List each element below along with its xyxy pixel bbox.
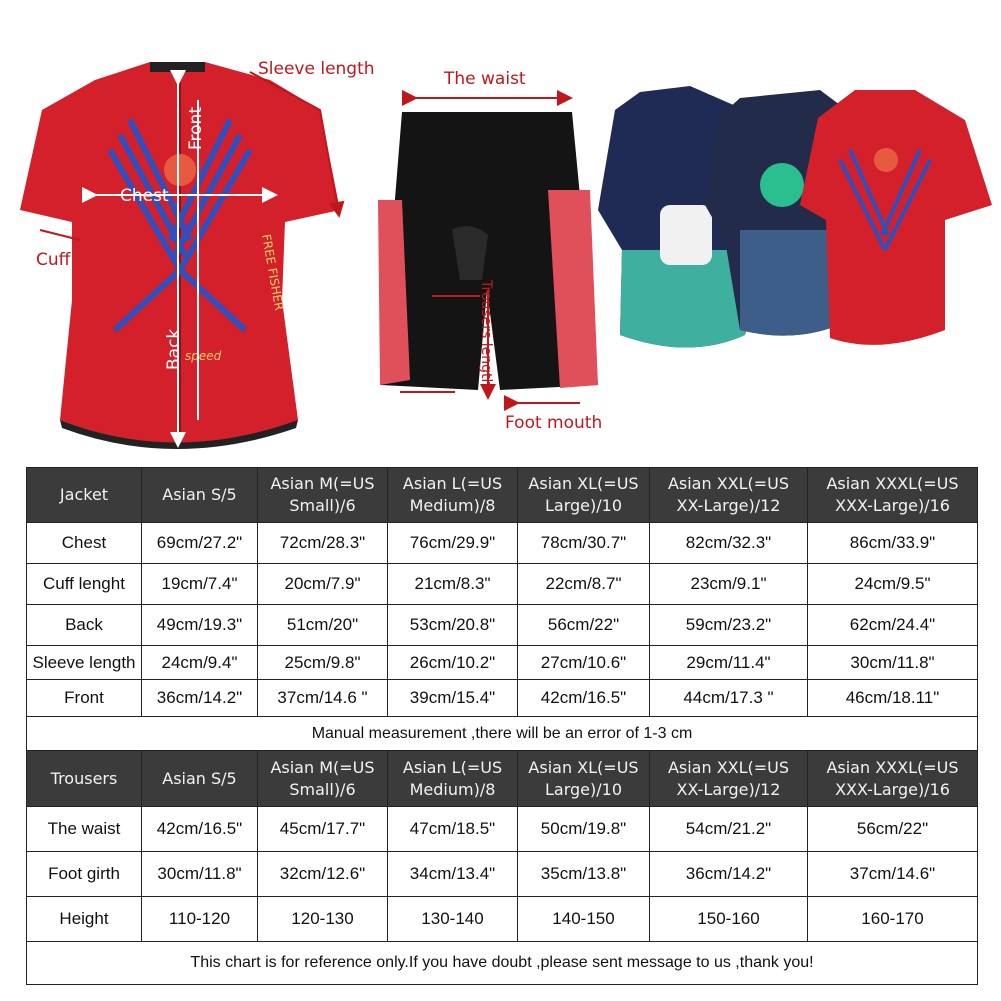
header-cell: Trousers (27, 751, 142, 807)
row-label: Back (27, 605, 142, 646)
size-chart-table (26, 467, 978, 985)
table-cell: 25cm/9.8" (258, 646, 388, 680)
table-cell: 24cm/9.4" (142, 646, 258, 680)
table-cell: 130-140 (388, 897, 518, 942)
header-cell: Asian M(=US Small)/6 (258, 468, 388, 523)
table-cell: 30cm/11.8" (808, 646, 978, 680)
front-label: Front (186, 107, 206, 150)
table-row (27, 852, 978, 897)
header-cell: Asian XXL(=US XX-Large)/12 (650, 751, 808, 807)
trousers-length-label: Trousers length (478, 280, 494, 388)
table-cell: 21cm/8.3" (388, 564, 518, 605)
table-cell: 56cm/22" (808, 807, 978, 852)
reference-note: This chart is for reference only.If you have doubt ,please sent message to us ,thank you! (27, 942, 978, 985)
table-row (27, 605, 978, 646)
table-cell: 51cm/20" (258, 605, 388, 646)
chest-label: Chest (120, 186, 169, 206)
row-label: Foot girth (27, 852, 142, 897)
table-cell: 86cm/33.9" (808, 523, 978, 564)
table-cell: 42cm/16.5" (142, 807, 258, 852)
header-cell: Asian XL(=US Large)/10 (518, 468, 650, 523)
table-row (27, 646, 978, 680)
table-cell: 19cm/7.4" (142, 564, 258, 605)
row-label: Sleeve length (27, 646, 142, 680)
table-cell: 44cm/17.3 " (650, 680, 808, 717)
table-cell: 42cm/16.5" (518, 680, 650, 717)
table-cell: 27cm/10.6" (518, 646, 650, 680)
table-cell: 22cm/8.7" (518, 564, 650, 605)
cuff-label: Cuff (36, 250, 71, 270)
table-cell: 30cm/11.8" (142, 852, 258, 897)
row-label: Height (27, 897, 142, 942)
header-cell: Asian XXXL(=US XXX-Large)/16 (808, 468, 978, 523)
table-cell: 69cm/27.2" (142, 523, 258, 564)
trousers-header-row (27, 751, 978, 807)
header-cell: Asian XL(=US Large)/10 (518, 751, 650, 807)
speed-text: speed (185, 349, 222, 363)
table-cell: 36cm/14.2" (142, 680, 258, 717)
header-cell: Jacket (27, 468, 142, 523)
table-cell: 54cm/21.2" (650, 807, 808, 852)
row-label: Cuff lenght (27, 564, 142, 605)
table-cell: 76cm/29.9" (388, 523, 518, 564)
table-cell: 78cm/30.7" (518, 523, 650, 564)
table-cell: 82cm/32.3" (650, 523, 808, 564)
table-cell: 37cm/14.6" (808, 852, 978, 897)
header-cell: Asian M(=US Small)/6 (258, 751, 388, 807)
table-cell: 59cm/23.2" (650, 605, 808, 646)
table-row (27, 680, 978, 717)
table-cell: 20cm/7.9" (258, 564, 388, 605)
back-label: Back (164, 328, 184, 370)
header-cell: Asian XXXL(=US XXX-Large)/16 (808, 751, 978, 807)
jacket-note-row (27, 717, 978, 751)
row-label: Chest (27, 523, 142, 564)
table-row (27, 807, 978, 852)
table-cell: 56cm/22" (518, 605, 650, 646)
table-cell: 45cm/17.7" (258, 807, 388, 852)
table-row (27, 564, 978, 605)
table-cell: 47cm/18.5" (388, 807, 518, 852)
table-cell: 36cm/14.2" (650, 852, 808, 897)
table-cell: 32cm/12.6" (258, 852, 388, 897)
table-cell: 53cm/20.8" (388, 605, 518, 646)
table-cell: 24cm/9.5" (808, 564, 978, 605)
table-cell: 72cm/28.3" (258, 523, 388, 564)
table-cell: 37cm/14.6 " (258, 680, 388, 717)
table-cell: 50cm/19.8" (518, 807, 650, 852)
jacket-header-row (27, 468, 978, 523)
row-label: The waist (27, 807, 142, 852)
table-row (27, 897, 978, 942)
table-cell: 140-150 (518, 897, 650, 942)
header-cell: Asian S/5 (142, 468, 258, 523)
table-cell: 62cm/24.4" (808, 605, 978, 646)
sleeve-length-label: Sleeve length (258, 59, 375, 79)
header-cell: Asian S/5 (142, 751, 258, 807)
row-label: Front (27, 680, 142, 717)
table-cell: 26cm/10.2" (388, 646, 518, 680)
table-cell: 160-170 (808, 897, 978, 942)
table-cell: 120-130 (258, 897, 388, 942)
header-cell: Asian L(=US Medium)/8 (388, 468, 518, 523)
table-cell: 34cm/13.4" (388, 852, 518, 897)
table-cell: 29cm/11.4" (650, 646, 808, 680)
table-cell: 39cm/15.4" (388, 680, 518, 717)
reference-note-row (27, 942, 978, 985)
brand-text: FREE FISHER (259, 233, 287, 312)
table-cell: 110-120 (142, 897, 258, 942)
table-cell: 150-160 (650, 897, 808, 942)
header-cell: Asian L(=US Medium)/8 (388, 751, 518, 807)
table-cell: 49cm/19.3" (142, 605, 258, 646)
header-cell: Asian XXL(=US XX-Large)/12 (650, 468, 808, 523)
table-row (27, 523, 978, 564)
foot-mouth-label: Foot mouth (505, 413, 603, 433)
table-cell: 35cm/13.8" (518, 852, 650, 897)
table-cell: 23cm/9.1" (650, 564, 808, 605)
the-waist-label: The waist (444, 69, 526, 89)
table-cell: 46cm/18.11" (808, 680, 978, 717)
measurement-note: Manual measurement ,there will be an error of 1-3 cm (27, 717, 978, 751)
